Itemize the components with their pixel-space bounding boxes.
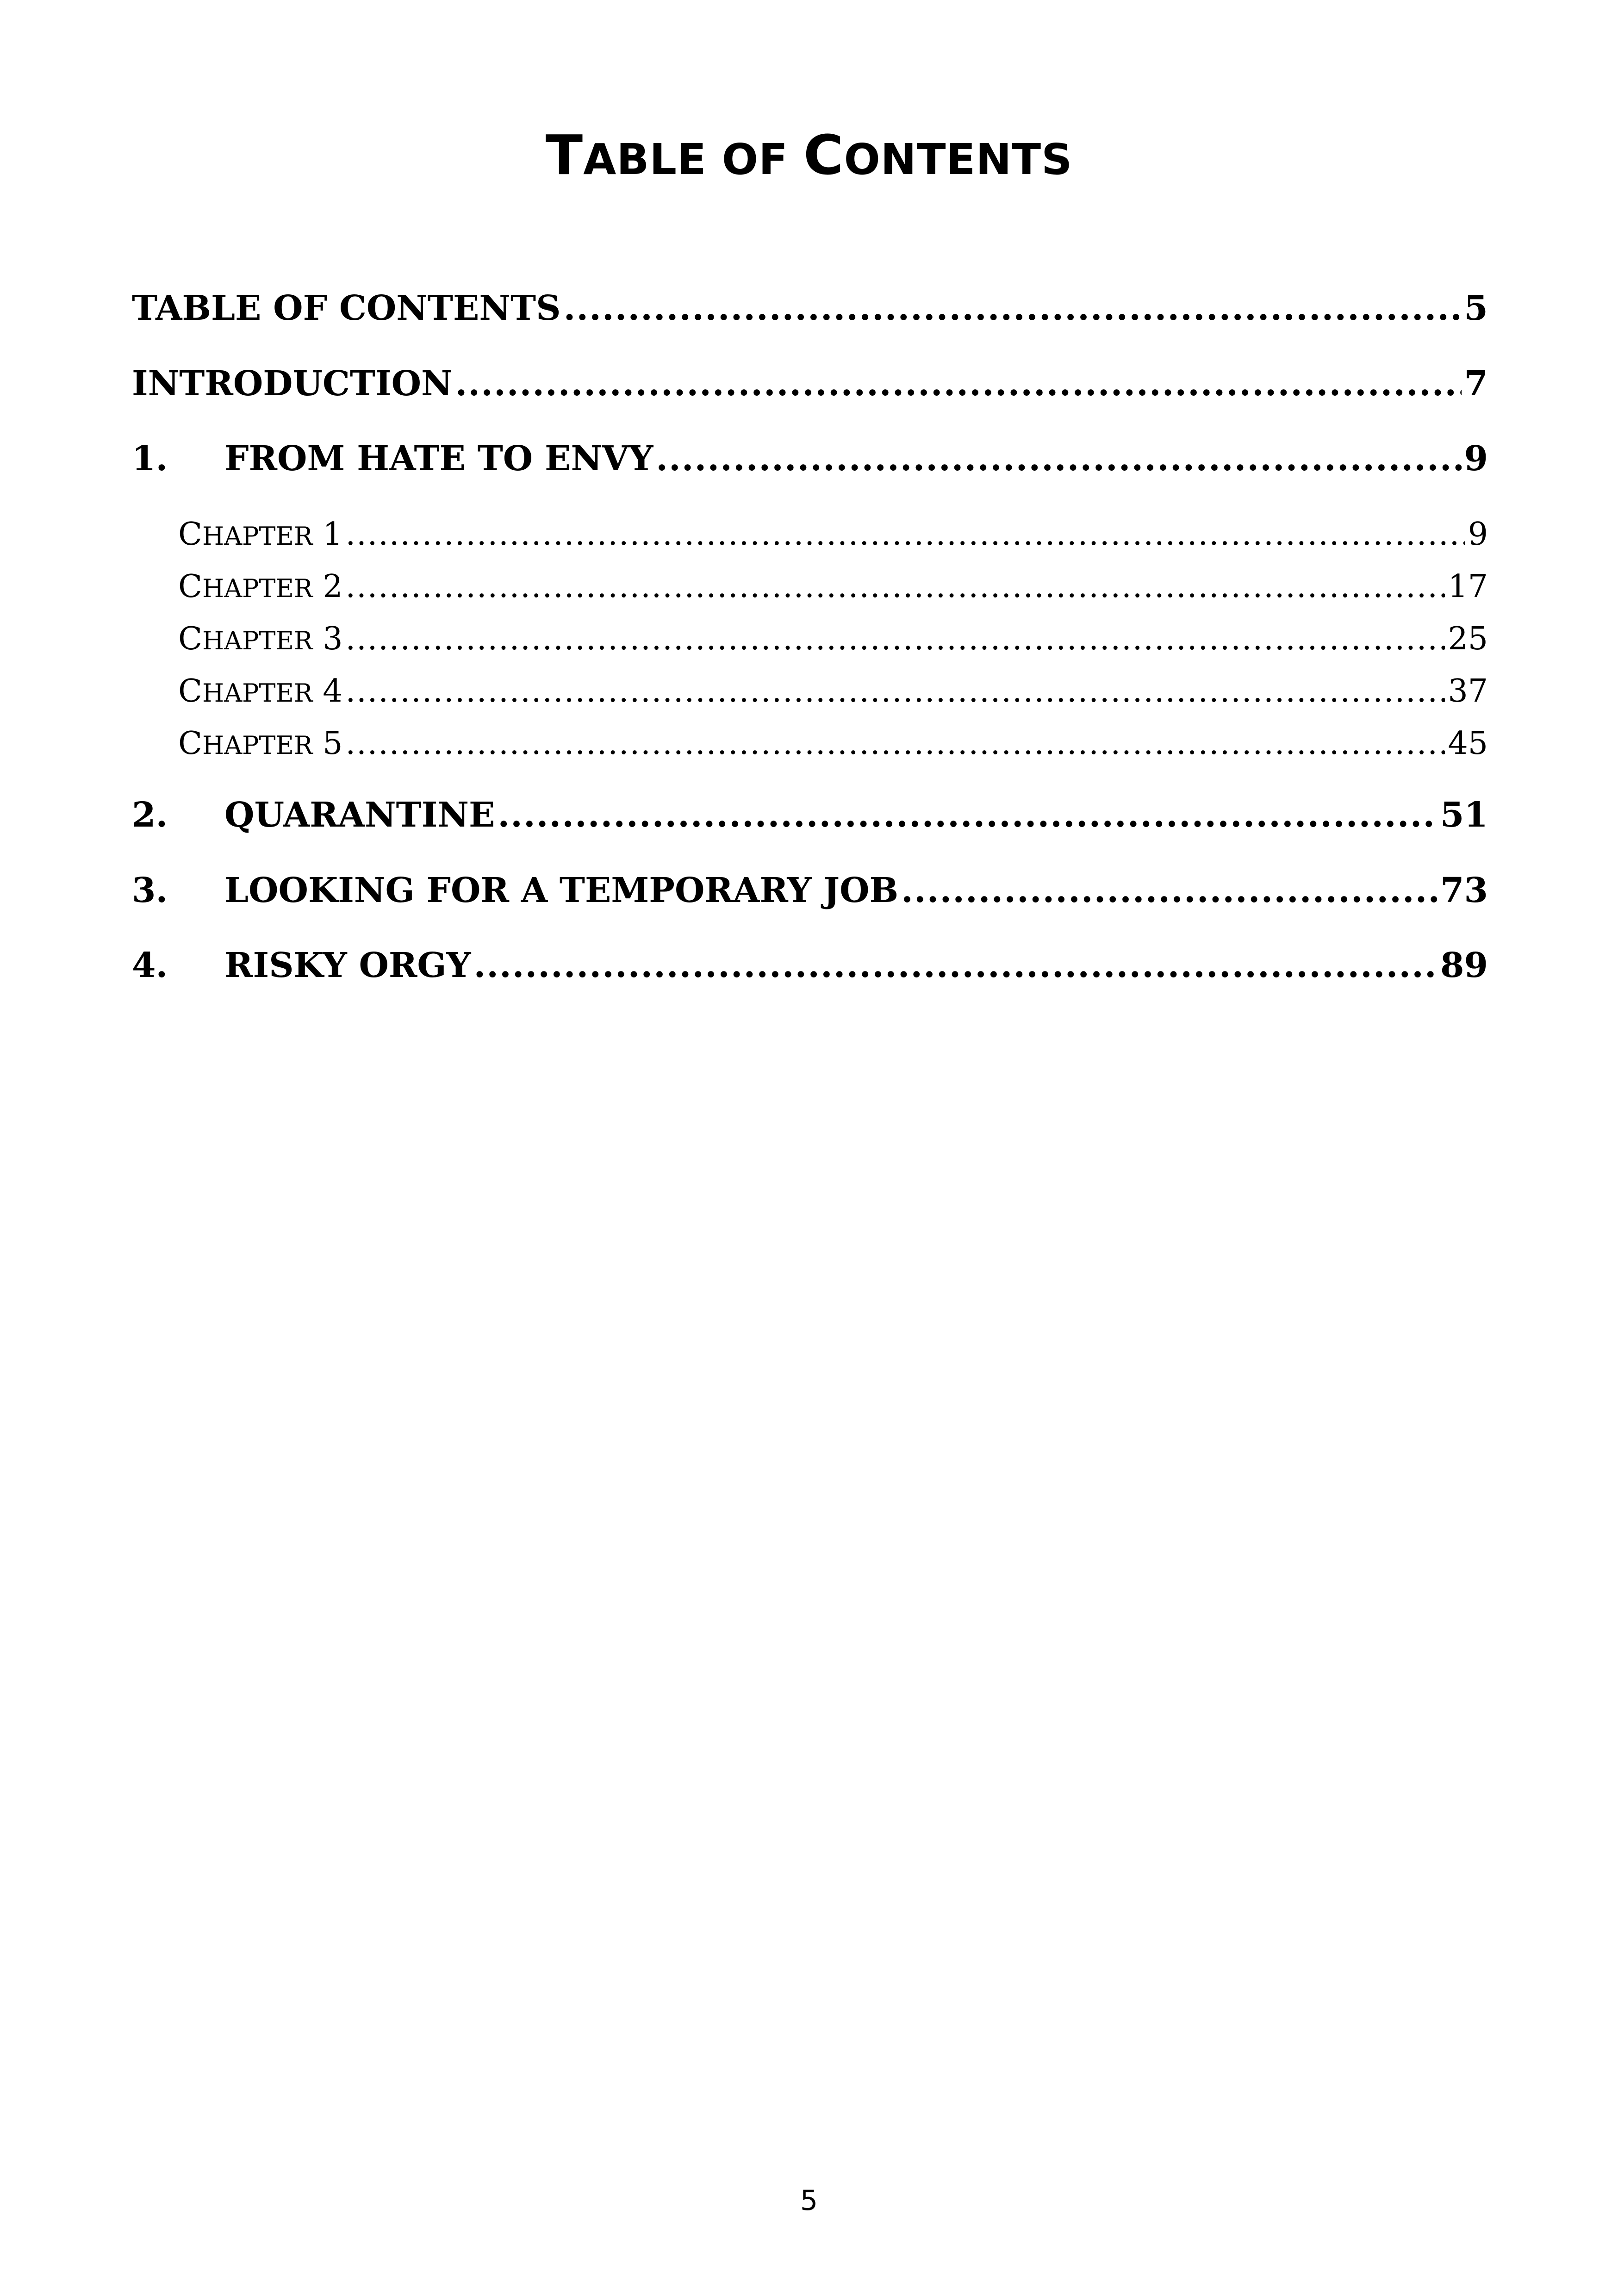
toc-entry-title: RISKY ORGY [224, 946, 471, 985]
dot-leader [564, 286, 1462, 330]
toc-entry-title: INTRODUCTION [132, 364, 453, 404]
title-small-caps: ONTENTS [844, 135, 1073, 184]
dot-leader [455, 361, 1462, 406]
toc-chapter-title [178, 723, 342, 766]
title-initial-cap: T [545, 123, 584, 187]
toc-entry-page: 89 [1440, 946, 1488, 985]
toc-entry-number: 1. [132, 439, 168, 479]
chapter-number: 1 [323, 516, 343, 553]
chapter-number: 2 [323, 568, 343, 605]
toc-entry-number: 4. [132, 946, 168, 985]
toc-chapter-page: 25 [1448, 621, 1488, 657]
chapter-initial-cap: C [178, 673, 203, 709]
toc-chapter-2[interactable] [178, 566, 1488, 610]
toc-entry-introduction[interactable] [132, 361, 1488, 406]
dot-leader [345, 566, 1445, 608]
toc-entry-page: 5 [1464, 288, 1488, 328]
chapter-initial-cap: C [178, 516, 203, 553]
chapter-small-caps: HAPTER [202, 731, 313, 760]
toc-entry-page: 9 [1464, 439, 1488, 479]
chapter-small-caps: HAPTER [202, 574, 313, 603]
dot-leader [345, 723, 1445, 765]
toc-chapter-page: 17 [1448, 568, 1488, 605]
toc-entry-table-of-contents[interactable] [132, 286, 1488, 330]
toc-entry-title: LOOKING FOR A TEMPORARY JOB [224, 871, 899, 910]
chapter-small-caps: HAPTER [202, 626, 313, 655]
toc-chapter-title [178, 618, 342, 662]
toc-entry-title: FROM HATE TO ENVY [224, 439, 653, 479]
dot-leader [473, 943, 1438, 988]
toc-chapter-title [178, 671, 342, 714]
toc-entry-part-4[interactable] [132, 943, 1488, 988]
chapter-initial-cap: C [178, 725, 203, 762]
toc-chapter-page: 9 [1468, 516, 1488, 553]
toc-entry-number: 3. [132, 871, 168, 910]
dot-leader [656, 436, 1461, 481]
title-small-caps: ABLE OF [583, 135, 803, 184]
page-number: 5 [800, 2184, 818, 2217]
toc-chapter-5[interactable] [178, 723, 1488, 766]
chapter-number: 3 [323, 621, 343, 657]
chapter-initial-cap: C [178, 568, 203, 605]
chapter-number: 5 [323, 725, 343, 762]
dot-leader [345, 618, 1445, 660]
chapter-small-caps: HAPTER [202, 678, 313, 708]
chapter-initial-cap: C [178, 621, 203, 657]
toc-chapter-3[interactable] [178, 618, 1488, 662]
toc-entry-part-3[interactable] [132, 868, 1488, 913]
toc-entry-title: QUARANTINE [224, 795, 495, 835]
title-initial-cap: C [803, 123, 844, 187]
chapter-small-caps: HAPTER [202, 522, 313, 551]
dot-leader [901, 868, 1438, 913]
toc-entry-part-1[interactable] [132, 436, 1488, 481]
dot-leader [345, 671, 1445, 712]
toc-chapter-4[interactable] [178, 671, 1488, 714]
toc-entry-number: 2. [132, 795, 168, 835]
toc-entry-page: 73 [1440, 871, 1488, 910]
toc-entry-page: 51 [1440, 795, 1488, 835]
toc-chapter-title [178, 566, 342, 610]
toc-chapter-page: 37 [1448, 673, 1488, 709]
toc-chapter-page: 45 [1448, 725, 1488, 762]
chapter-number: 4 [323, 673, 343, 709]
toc-entry-title: TABLE OF CONTENTS [132, 288, 561, 328]
dot-leader [345, 514, 1465, 555]
toc-entry-part-2[interactable] [132, 793, 1488, 837]
toc-chapter-1[interactable] [178, 514, 1488, 557]
toc-entry-page: 7 [1464, 364, 1488, 404]
page-title [0, 118, 1618, 197]
toc-chapter-title [178, 514, 342, 557]
dot-leader [498, 793, 1438, 837]
